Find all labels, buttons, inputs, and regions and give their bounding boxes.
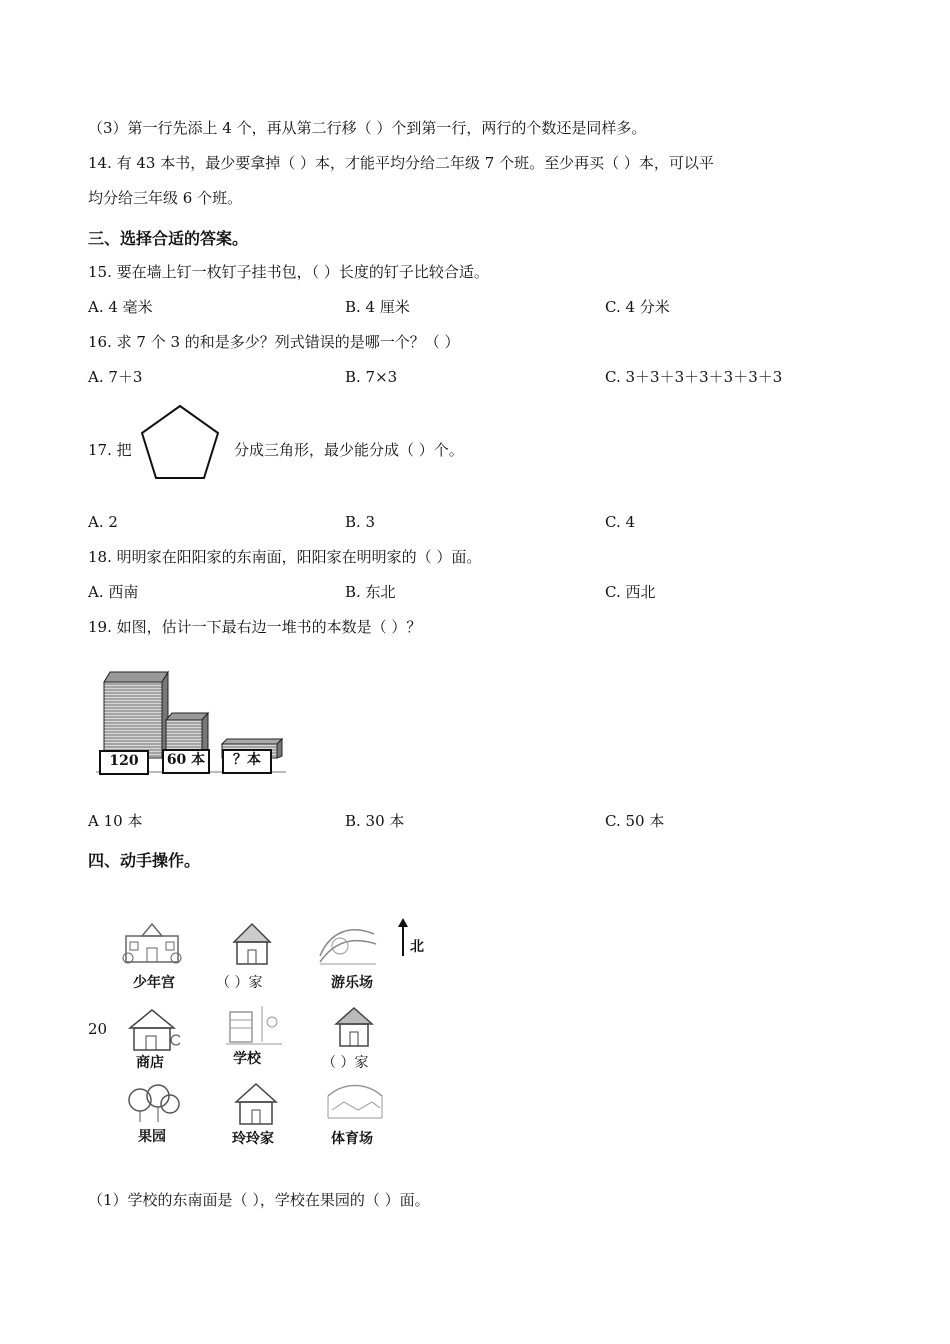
stack-tag-120: 120: [99, 750, 149, 775]
q17-prefix: 17. 把: [88, 441, 132, 459]
place-linglings-home: 玲玲家: [232, 1131, 274, 1147]
house-icon: [228, 920, 276, 968]
place-stadium: 体育场: [331, 1131, 373, 1147]
amusement-park-icon: [316, 918, 380, 966]
q17-option-a: A. 2: [88, 513, 118, 531]
section4-title: 四、动手操作。: [88, 851, 201, 870]
q16-option-b: B. 7×3: [345, 368, 398, 386]
q17-suffix: 分成三角形，最少能分成（ ）个。: [234, 441, 464, 459]
q18-option-a: A. 西南: [88, 583, 139, 601]
q18-option-c: C. 西北: [605, 583, 656, 601]
place-school: 学校: [233, 1051, 261, 1067]
q19-option-c: C. 50 本: [605, 812, 665, 830]
youth-palace-icon: [120, 918, 184, 966]
q14-line2: 均分给三年级 6 个班。: [88, 189, 243, 207]
house-icon: [232, 1080, 282, 1126]
place-orchard: 果园: [138, 1129, 166, 1145]
shop-icon: [126, 1006, 180, 1052]
q17-option-c: C. 4: [605, 513, 636, 531]
house-icon: [332, 1004, 376, 1050]
school-icon: [224, 1000, 284, 1048]
orchard-icon: [126, 1082, 182, 1126]
q19-option-b: B. 30 本: [345, 812, 405, 830]
q18-option-b: B. 东北: [345, 583, 396, 601]
place-home-top: （ ）家: [216, 975, 263, 991]
q13-part3: （3）第一行先添上 4 个，再从第二行移（ ）个到第一行，两行的个数还是同样多。: [88, 119, 647, 137]
q19-stem: 19. 如图，估计一下最右边一堆书的本数是（ ）？: [88, 618, 422, 636]
q20-sub1: （1）学校的东南面是（ ），学校在果园的（ ）面。: [88, 1191, 430, 1209]
q15-option-b: B. 4 厘米: [345, 298, 410, 316]
q16-option-c: C. 3＋3＋3＋3＋3＋3＋3: [605, 368, 783, 386]
place-shop: 商店: [136, 1055, 164, 1071]
north-label: 北: [410, 939, 424, 955]
north-arrow-icon: [396, 918, 410, 958]
place-amusement-park: 游乐场: [331, 975, 373, 991]
pentagon-figure: [138, 402, 222, 482]
place-youth-palace: 少年宫: [133, 975, 175, 991]
stack-tag-60: 60 本: [162, 749, 210, 774]
stack-tag-unknown: ？本: [222, 749, 272, 774]
q20-number: 20: [88, 1020, 108, 1038]
place-home-mid: （ ）家: [322, 1055, 369, 1071]
q19-option-a: A 10 本: [88, 812, 143, 830]
q14-line1: 14. 有 43 本书，最少要拿掉（ ）本，才能平均分给二年级 7 个班。至少再买（ ）本，可以平: [88, 154, 714, 172]
q18-stem: 18. 明明家在阳阳家的东南面，阳阳家在明明家的（ ）面。: [88, 548, 482, 566]
q15-option-c: C. 4 分米: [605, 298, 670, 316]
stadium-icon: [324, 1080, 386, 1122]
book-stack-120: [104, 672, 168, 758]
q15-stem: 15. 要在墙上钉一枚钉子挂书包，（ ）长度的钉子比较合适。: [88, 263, 489, 281]
q16-stem: 16. 求 7 个 3 的和是多少？列式错误的是哪一个？（ ）: [88, 333, 460, 351]
section3-title: 三、选择合适的答案。: [88, 229, 249, 248]
q16-option-a: A. 7＋3: [88, 368, 143, 386]
q17-option-b: B. 3: [345, 513, 376, 531]
q15-option-a: A. 4 毫米: [88, 298, 153, 316]
